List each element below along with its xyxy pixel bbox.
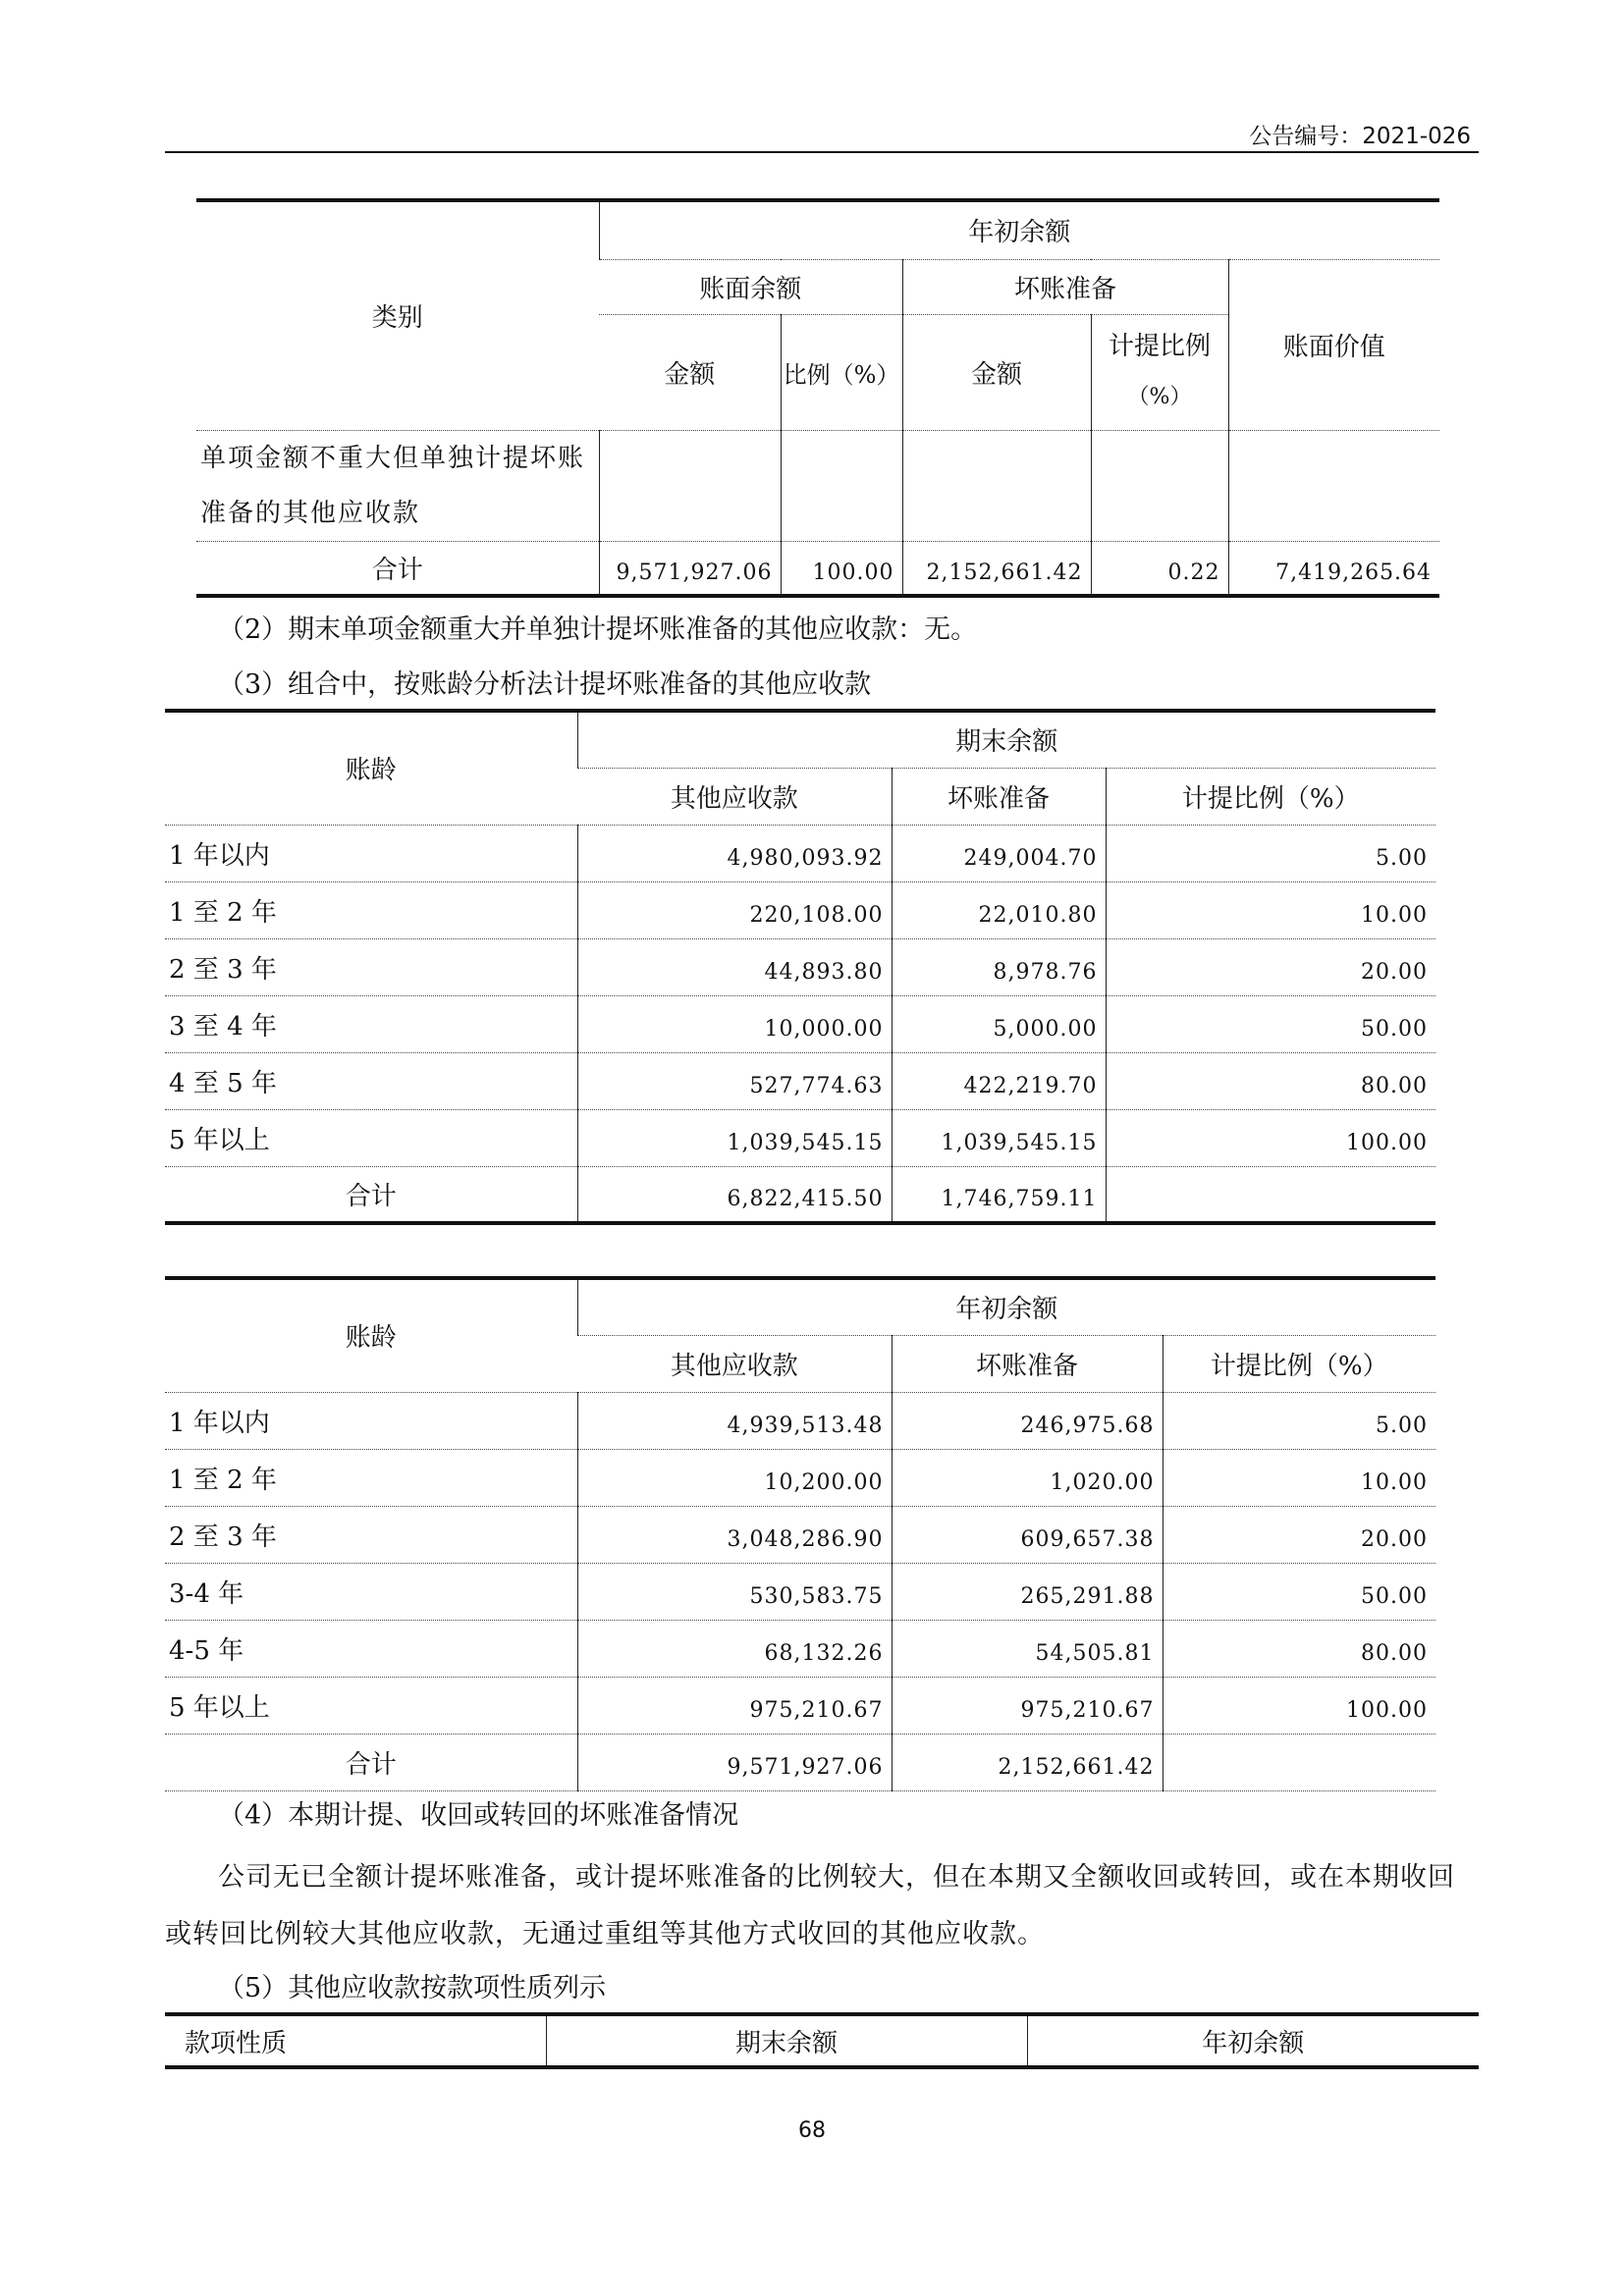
col-book-value: 账面价值 (1228, 259, 1439, 430)
total-bad-debt: 2,152,661.42 (902, 541, 1091, 596)
bad-debt: 8,978.76 (892, 938, 1106, 995)
table-row (165, 995, 1435, 1052)
col-ratio: 计提比例（%） (1106, 768, 1435, 825)
receivable: 220,108.00 (577, 881, 892, 938)
receivable: 4,939,513.48 (577, 1392, 892, 1449)
sub-book-balance: 账面余额 (599, 259, 902, 314)
receivable: 10,200.00 (577, 1449, 892, 1506)
col-nature: 款项性质 (165, 2014, 546, 2067)
total-label: 合计 (165, 1734, 577, 1790)
bad-debt: 975,210.67 (892, 1677, 1163, 1734)
bad-debt: 265,291.88 (892, 1563, 1163, 1620)
receivable: 4,980,093.92 (577, 825, 892, 881)
sub-bad-debt: 坏账准备 (902, 259, 1228, 314)
bad-debt: 22,010.80 (892, 881, 1106, 938)
table-row (165, 1449, 1435, 1506)
col-bad-debt: 坏账准备 (892, 768, 1106, 825)
age: 1 至 2 年 (165, 881, 577, 938)
table-row (165, 938, 1435, 995)
table-row (165, 1620, 1435, 1677)
group-header: 年初余额 (577, 1278, 1435, 1335)
table-row (165, 881, 1435, 938)
table-row (165, 1563, 1435, 1620)
age: 3-4 年 (165, 1563, 577, 1620)
total-label: 合计 (196, 541, 599, 596)
age: 5 年以上 (165, 1677, 577, 1734)
age: 3 至 4 年 (165, 995, 577, 1052)
total-book-value: 7,419,265.64 (1228, 541, 1439, 596)
col-provision-ratio-line2: （%） (1127, 385, 1192, 409)
col-amount: 金额 (599, 314, 781, 430)
ratio: 20.00 (1106, 938, 1435, 995)
col-ratio: 计提比例（%） (1163, 1335, 1435, 1392)
total-receivable: 6,822,415.50 (577, 1166, 892, 1223)
receivable: 10,000.00 (577, 995, 892, 1052)
paragraph-3: （3）组合中，按账龄分析法计提坏账准备的其他应收款 (218, 669, 872, 700)
ratio: 50.00 (1163, 1563, 1435, 1620)
col-age: 账龄 (165, 711, 577, 825)
receivable: 3,048,286.90 (577, 1506, 892, 1563)
receivable: 527,774.63 (577, 1052, 892, 1109)
total-row (165, 1734, 1435, 1790)
bad-debt: 249,004.70 (892, 825, 1106, 881)
col-category: 类别 (196, 200, 599, 430)
age: 2 至 3 年 (165, 938, 577, 995)
total-receivable: 9,571,927.06 (577, 1734, 892, 1790)
col-amount-2: 金额 (902, 314, 1091, 430)
col-receivable: 其他应收款 (577, 1335, 892, 1392)
page-number: 68 (798, 2118, 826, 2143)
ratio: 20.00 (1163, 1506, 1435, 1563)
col-ratio: 比例（%） (781, 314, 902, 430)
col-age: 账龄 (165, 1278, 577, 1392)
ratio: 80.00 (1163, 1620, 1435, 1677)
table-row (165, 1506, 1435, 1563)
paragraph-4-body: 公司无已全额计提坏账准备，或计提坏账准备的比例较大，但在本期又全额收回或转回，或在本期收回或转回比例较大其他应收款，无通过重组等其他方式收回的其他应收款。 (165, 1862, 1455, 1949)
col-provision-ratio (1091, 314, 1228, 430)
table-row (165, 1052, 1435, 1109)
bad-debt: 1,039,545.15 (892, 1109, 1106, 1166)
total-bad-debt: 1,746,759.11 (892, 1166, 1106, 1223)
col-receivable: 其他应收款 (577, 768, 892, 825)
bad-debt: 422,219.70 (892, 1052, 1106, 1109)
age: 1 年以内 (165, 1392, 577, 1449)
table-row (165, 1109, 1435, 1166)
ratio: 50.00 (1106, 995, 1435, 1052)
total-amount: 9,571,927.06 (599, 541, 781, 596)
receivable: 530,583.75 (577, 1563, 892, 1620)
bad-debt: 1,020.00 (892, 1449, 1163, 1506)
total-ratio: 100.00 (781, 541, 902, 596)
bad-debt: 609,657.38 (892, 1506, 1163, 1563)
ratio: 100.00 (1106, 1109, 1435, 1166)
paragraph-4: （4）本期计提、收回或转回的坏账准备情况 (218, 1800, 739, 1831)
ratio: 5.00 (1106, 825, 1435, 881)
col-provision-ratio-line1: 计提比例 (1108, 332, 1211, 361)
page-header (165, 118, 1479, 153)
ratio: 80.00 (1106, 1052, 1435, 1109)
col-bad-debt: 坏账准备 (892, 1335, 1163, 1392)
table-by-nature (165, 2012, 1479, 2069)
row-label: 单项金额不重大但单独计提坏账准备的其他应收款 (196, 430, 599, 541)
table-aging-opening (165, 1276, 1435, 1791)
table-row (165, 1392, 1435, 1449)
group-header: 年初余额 (599, 200, 1439, 259)
bad-debt: 54,505.81 (892, 1620, 1163, 1677)
age: 2 至 3 年 (165, 1506, 577, 1563)
ratio: 100.00 (1163, 1677, 1435, 1734)
ratio: 10.00 (1163, 1449, 1435, 1506)
col-end: 期末余额 (546, 2014, 1027, 2067)
total-row (165, 1166, 1435, 1223)
total-label: 合计 (165, 1166, 577, 1223)
table-row (165, 825, 1435, 881)
bad-debt: 246,975.68 (892, 1392, 1163, 1449)
age: 1 年以内 (165, 825, 577, 881)
receivable: 975,210.67 (577, 1677, 892, 1734)
age: 4 至 5 年 (165, 1052, 577, 1109)
age: 4-5 年 (165, 1620, 577, 1677)
table-aging-closing (165, 709, 1435, 1225)
age: 5 年以上 (165, 1109, 577, 1166)
receivable: 1,039,545.15 (577, 1109, 892, 1166)
doc-number: 公告编号：2021-026 (1249, 124, 1471, 149)
table-row (165, 1677, 1435, 1734)
ratio: 5.00 (1163, 1392, 1435, 1449)
paragraph-2: （2）期末单项金额重大并单独计提坏账准备的其他应收款：无。 (218, 614, 978, 645)
table-opening-balance-by-category (196, 198, 1439, 598)
col-begin: 年初余额 (1027, 2014, 1479, 2067)
paragraph-5: （5）其他应收款按款项性质列示 (218, 1973, 607, 2003)
receivable: 44,893.80 (577, 938, 892, 995)
ratio: 10.00 (1106, 881, 1435, 938)
total-provision-ratio: 0.22 (1091, 541, 1228, 596)
total-bad-debt: 2,152,661.42 (892, 1734, 1163, 1790)
receivable: 68,132.26 (577, 1620, 892, 1677)
age: 1 至 2 年 (165, 1449, 577, 1506)
group-header: 期末余额 (577, 711, 1435, 768)
bad-debt: 5,000.00 (892, 995, 1106, 1052)
